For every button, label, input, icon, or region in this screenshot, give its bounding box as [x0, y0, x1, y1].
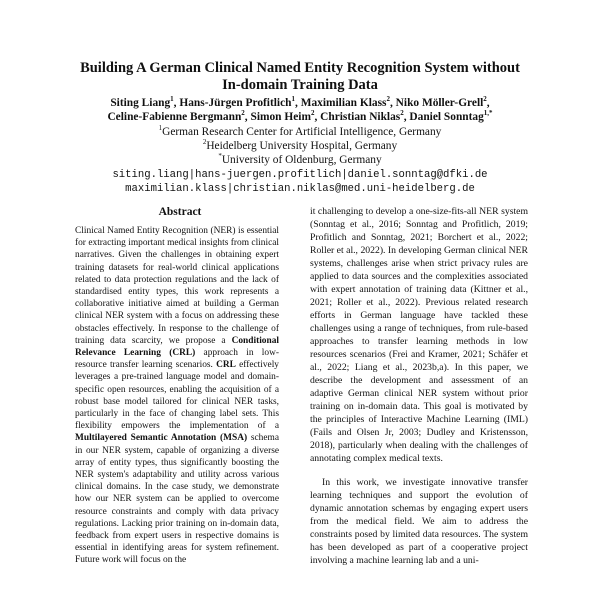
- abstract-bold-msa: Multilayered Semantic Annotation (MSA): [75, 433, 248, 444]
- author-name: Siting Liang: [110, 97, 171, 109]
- affiliation-2: [60, 139, 540, 153]
- abstract-part-4: schema in our NER system, capable of organizing a diverse array of entity types, thus significantly boosting the NER system's adaptability and utility across various clinical domains. In the case study, we demonstrate how our NER system can be applied to overcome resource constraints and comply with data privacy regulations. Lacking prior training on in-domain data, feedback from expert users in respective domains is essential in identifying areas for system refinement. Future work will focus on the: [75, 433, 279, 566]
- title-line-2: In-domain Training Data: [222, 77, 378, 93]
- abstract-text: [75, 225, 279, 600]
- author-name: Maximilian Klass: [300, 97, 387, 109]
- author-sup: 1: [291, 95, 295, 104]
- author-sup: 1,*: [483, 109, 493, 118]
- body-column-right: [310, 205, 528, 600]
- author-line-2: Celine-Fabienne Bergmann$^2$, Simon Heim$^2$, Christian Niklas$^2$, Daniel Sonntag$^{1,*}$: [107, 109, 493, 123]
- email-line-2[interactable]: maximilian.klass|christian.niklas@med.uni-heidelberg.de: [125, 183, 475, 195]
- author-sup: 2: [483, 95, 487, 104]
- abstract-part-3: effectively leverages a pre-trained language model and domain-specific open resources, enabling the acquisition of a robust base model tailored for clinical NER tasks, particularly in the face of changing label sets. This flexibility empowers the implementation of a: [75, 360, 279, 432]
- author-sup: 2: [400, 109, 404, 118]
- abstract-paragraph: [75, 225, 279, 567]
- affiliation-sup: 2: [202, 138, 207, 147]
- affiliation-text: German Research Center for Artificial Intelligence, Germany: [162, 126, 442, 138]
- author-sup: 1: [170, 95, 174, 104]
- author-name: Niko Möller-Grell: [395, 97, 484, 109]
- affiliation-1: [60, 125, 540, 139]
- abstract-heading: Abstract: [158, 206, 202, 218]
- author-list: [55, 96, 545, 124]
- author-name: Simon Heim: [250, 111, 311, 123]
- author-name: Celine-Fabienne Bergmann: [107, 111, 242, 123]
- author-name: Hans-Jürgen Profitlich: [179, 97, 292, 109]
- paper-title: [60, 60, 540, 94]
- affiliation-sup: 1: [158, 124, 163, 133]
- author-name: Christian Niklas: [320, 111, 401, 123]
- affiliation-text: University of Oldenburg, Germany: [221, 154, 382, 166]
- affiliation-3: [60, 153, 540, 167]
- email-line-1[interactable]: siting.liang|hans-juergen.profitlich|daniel.sonntag@dfki.de: [112, 169, 488, 181]
- body-paragraph-1: it challenging to develop a one-size-fits-all NER system (Sonntag et al., 2016; Sonntag and Profitlich, 2019; Profitlich and Sonntag, 2021; Borchert et al., 2022; Roller et al., 2022). In developing German clinical NER systems, challenges arise when strict privacy rules are applied to data sources and the complexities associated with expert annotation of training data (Kittner et al., 2021; Roller et al., 2022). Previous related research efforts in German language have tackled these challenges using a range of techniques, from rule-based approaches to transfer learning methods in low resources scenarios (Frei and Kramer, 2021; Schäfer et al., 2022; Liang et al., 2023b,a). In this paper, we describe the development and assessment of an adaptive German clinical NER system without prior training on in-domain data. This goal is motivated by the principles of Interactive Machine Learning (IML) (Fails and Olsen Jr, 2003; Dudley and Kristensson, 2018), particularly when dealing with the challenges of annotating complex medical texts.: [310, 206, 528, 464]
- abstract-part-1: Clinical Named Entity Recognition (NER) is essential for extracting important medical insights from clinical narratives. Given the challenges in obtaining expert training datasets for real-world clinical applications related to data protection regulations and the lack of standardised entity types, this work represents a collaborative initiative aimed at building a German clinical NER system with a focus on addressing these obstacles effectively. In response to the challenge of training data scarcity, we propose a: [75, 226, 279, 346]
- author-line-1: Siting Liang$^1$, Hans-Jürgen Profitlich$^1$, Maximilian Klass$^2$, Niko Möller-Grell$^2$,: [110, 95, 490, 109]
- author-sup: 2: [241, 109, 245, 118]
- abstract-bold-crl-short: CRL: [216, 360, 236, 371]
- author-name: Daniel Sonntag: [409, 111, 484, 123]
- body-paragraph-2: In this work, we investigate innovative transfer learning techniques and support the evolution of dynamic annotation schemas by engaging expert users from the medical field. We aim to address the constraints posed by limited data resources. The system has been developed as part of a cooperative project involving a machine learning lab and a uni-: [310, 477, 528, 566]
- affiliation-sup: *: [218, 152, 222, 161]
- author-sup: 2: [310, 109, 315, 118]
- title-line-1: Building A German Clinical Named Entity Recognition System without: [80, 60, 520, 76]
- abstract-part-2: approach in low-resource transfer learning scenarios.: [75, 348, 279, 371]
- abstract-bold-crl: Conditional Relevance Learning (CRL): [75, 335, 279, 359]
- affiliation-text: Heidelberg University Hospital, Germany: [206, 140, 398, 152]
- author-sup: 2: [386, 95, 390, 104]
